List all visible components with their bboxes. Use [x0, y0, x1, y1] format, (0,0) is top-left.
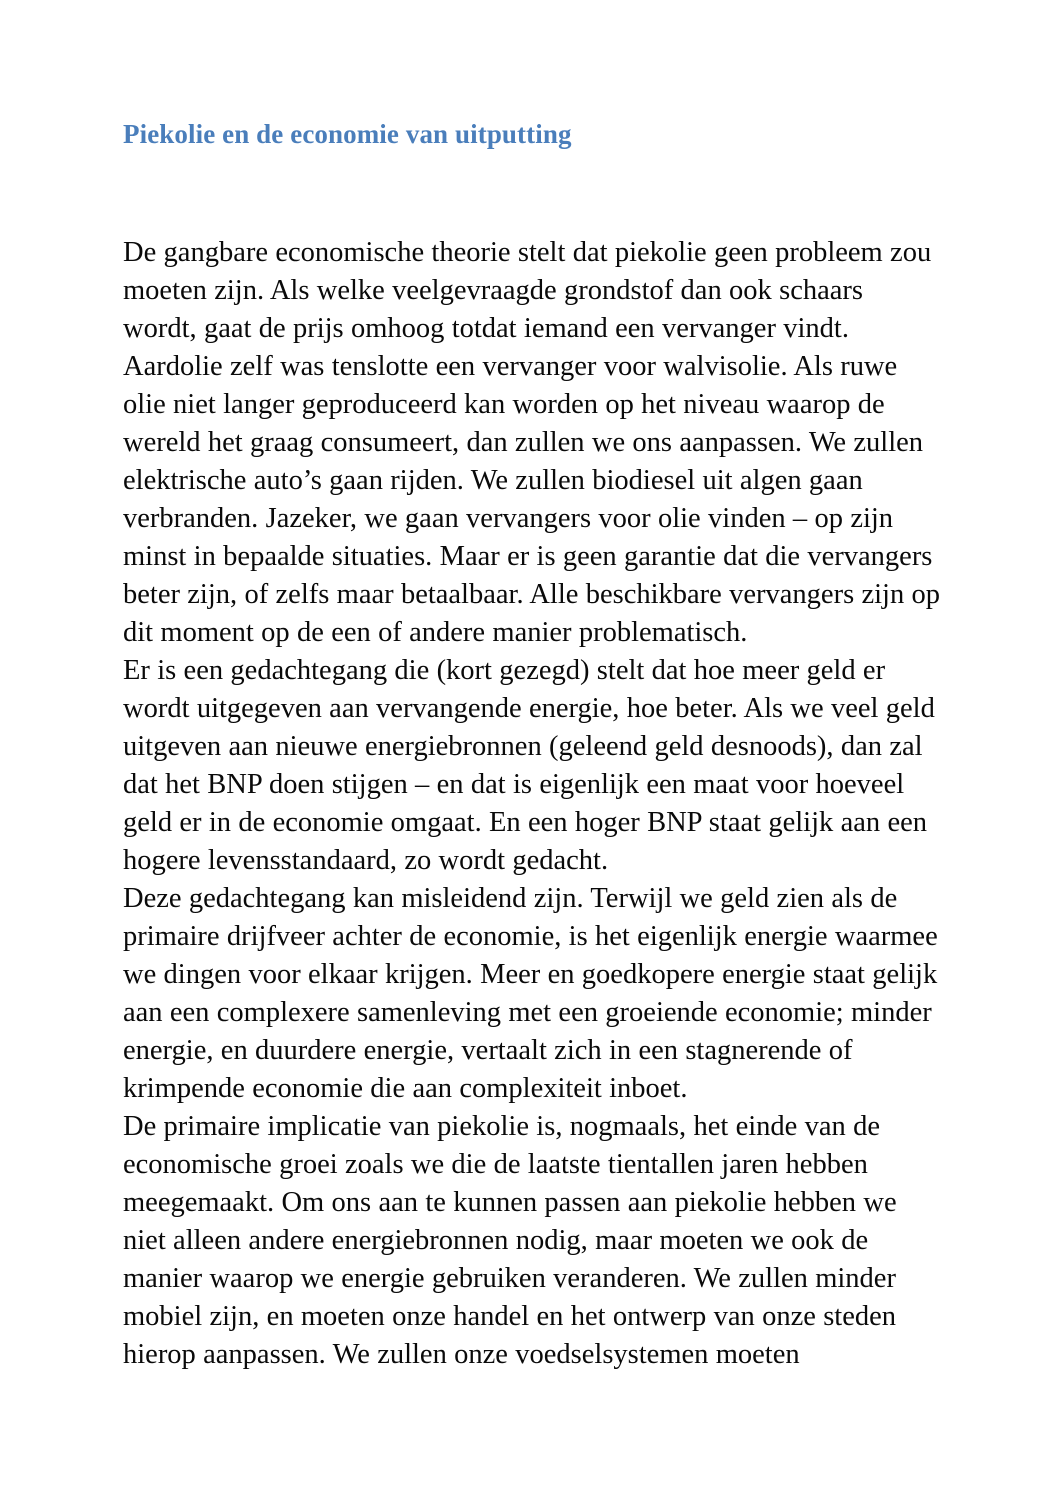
paragraph-3: Deze gedachtegang kan misleidend zijn. Terwijl we geld zien als de primaire drijfveer achter de economie, is het eigenlijk energie waarmee we dingen voor elkaar krijgen. Meer en goedkopere energie staat gelijk aan een complexere samenleving met een groeiende economie; minder energie, en duurdere energie, vertaalt zich in een stagnerende of krimpende economie die aan complexiteit inboet. — [123, 882, 938, 1104]
paragraph-4: De primaire implicatie van piekolie is, nogmaals, het einde van de economische groei zoals we die de laatste tientallen jaren hebben meegemaakt. Om ons aan te kunnen passen aan piekolie hebben we niet alleen andere energiebronnen nodig, maar moeten we ook de manier waarop we energie gebruiken veranderen. We zullen minder mobiel zijn, en moeten onze handel en het ontwerp van onze steden hierop aanpassen. We zullen onze voedselsystemen moeten — [123, 1110, 897, 1370]
title-body-spacer — [123, 151, 943, 234]
page-title: Piekolie en de economie van uitputting — [123, 119, 572, 149]
document-prose — [123, 234, 943, 1374]
paragraph-1: De gangbare economische theorie stelt dat piekolie geen probleem zou moeten zijn. Als welke veelgevraagde grondstof dan ook schaars wordt, gaat de prijs omhoog totdat iemand een vervanger vindt. Aardolie zelf was tenslotte een vervanger voor walvisolie. Als ruwe olie niet langer geproduceerd kan worden op het niveau waarop de wereld het graag consumeert, dan zullen we ons aanpassen. We zullen elektrische auto’s gaan rijden. We zullen biodiesel uit algen gaan verbranden. Jazeker, we gaan vervangers voor olie vinden – op zijn minst in bepaalde situaties. Maar er is geen garantie dat die vervangers beter zijn, of zelfs maar betaalbaar. Alle beschikbare vervangers zijn op dit moment op de een of andere manier problematisch. — [123, 236, 941, 648]
document-content-area — [123, 118, 943, 1374]
paragraph-2: Er is een gedachtegang die (kort gezegd) stelt dat hoe meer geld er wordt uitgegeven aan vervangende energie, hoe beter. Als we veel geld uitgeven aan nieuwe energiebronnen (geleend geld desnoods), dan zal dat het BNP doen stijgen – en dat is eigenlijk een maat voor hoeveel geld er in de economie omgaat. En een hoger BNP staat gelijk aan een hogere levensstandaard, zo wordt gedacht. — [123, 654, 935, 876]
